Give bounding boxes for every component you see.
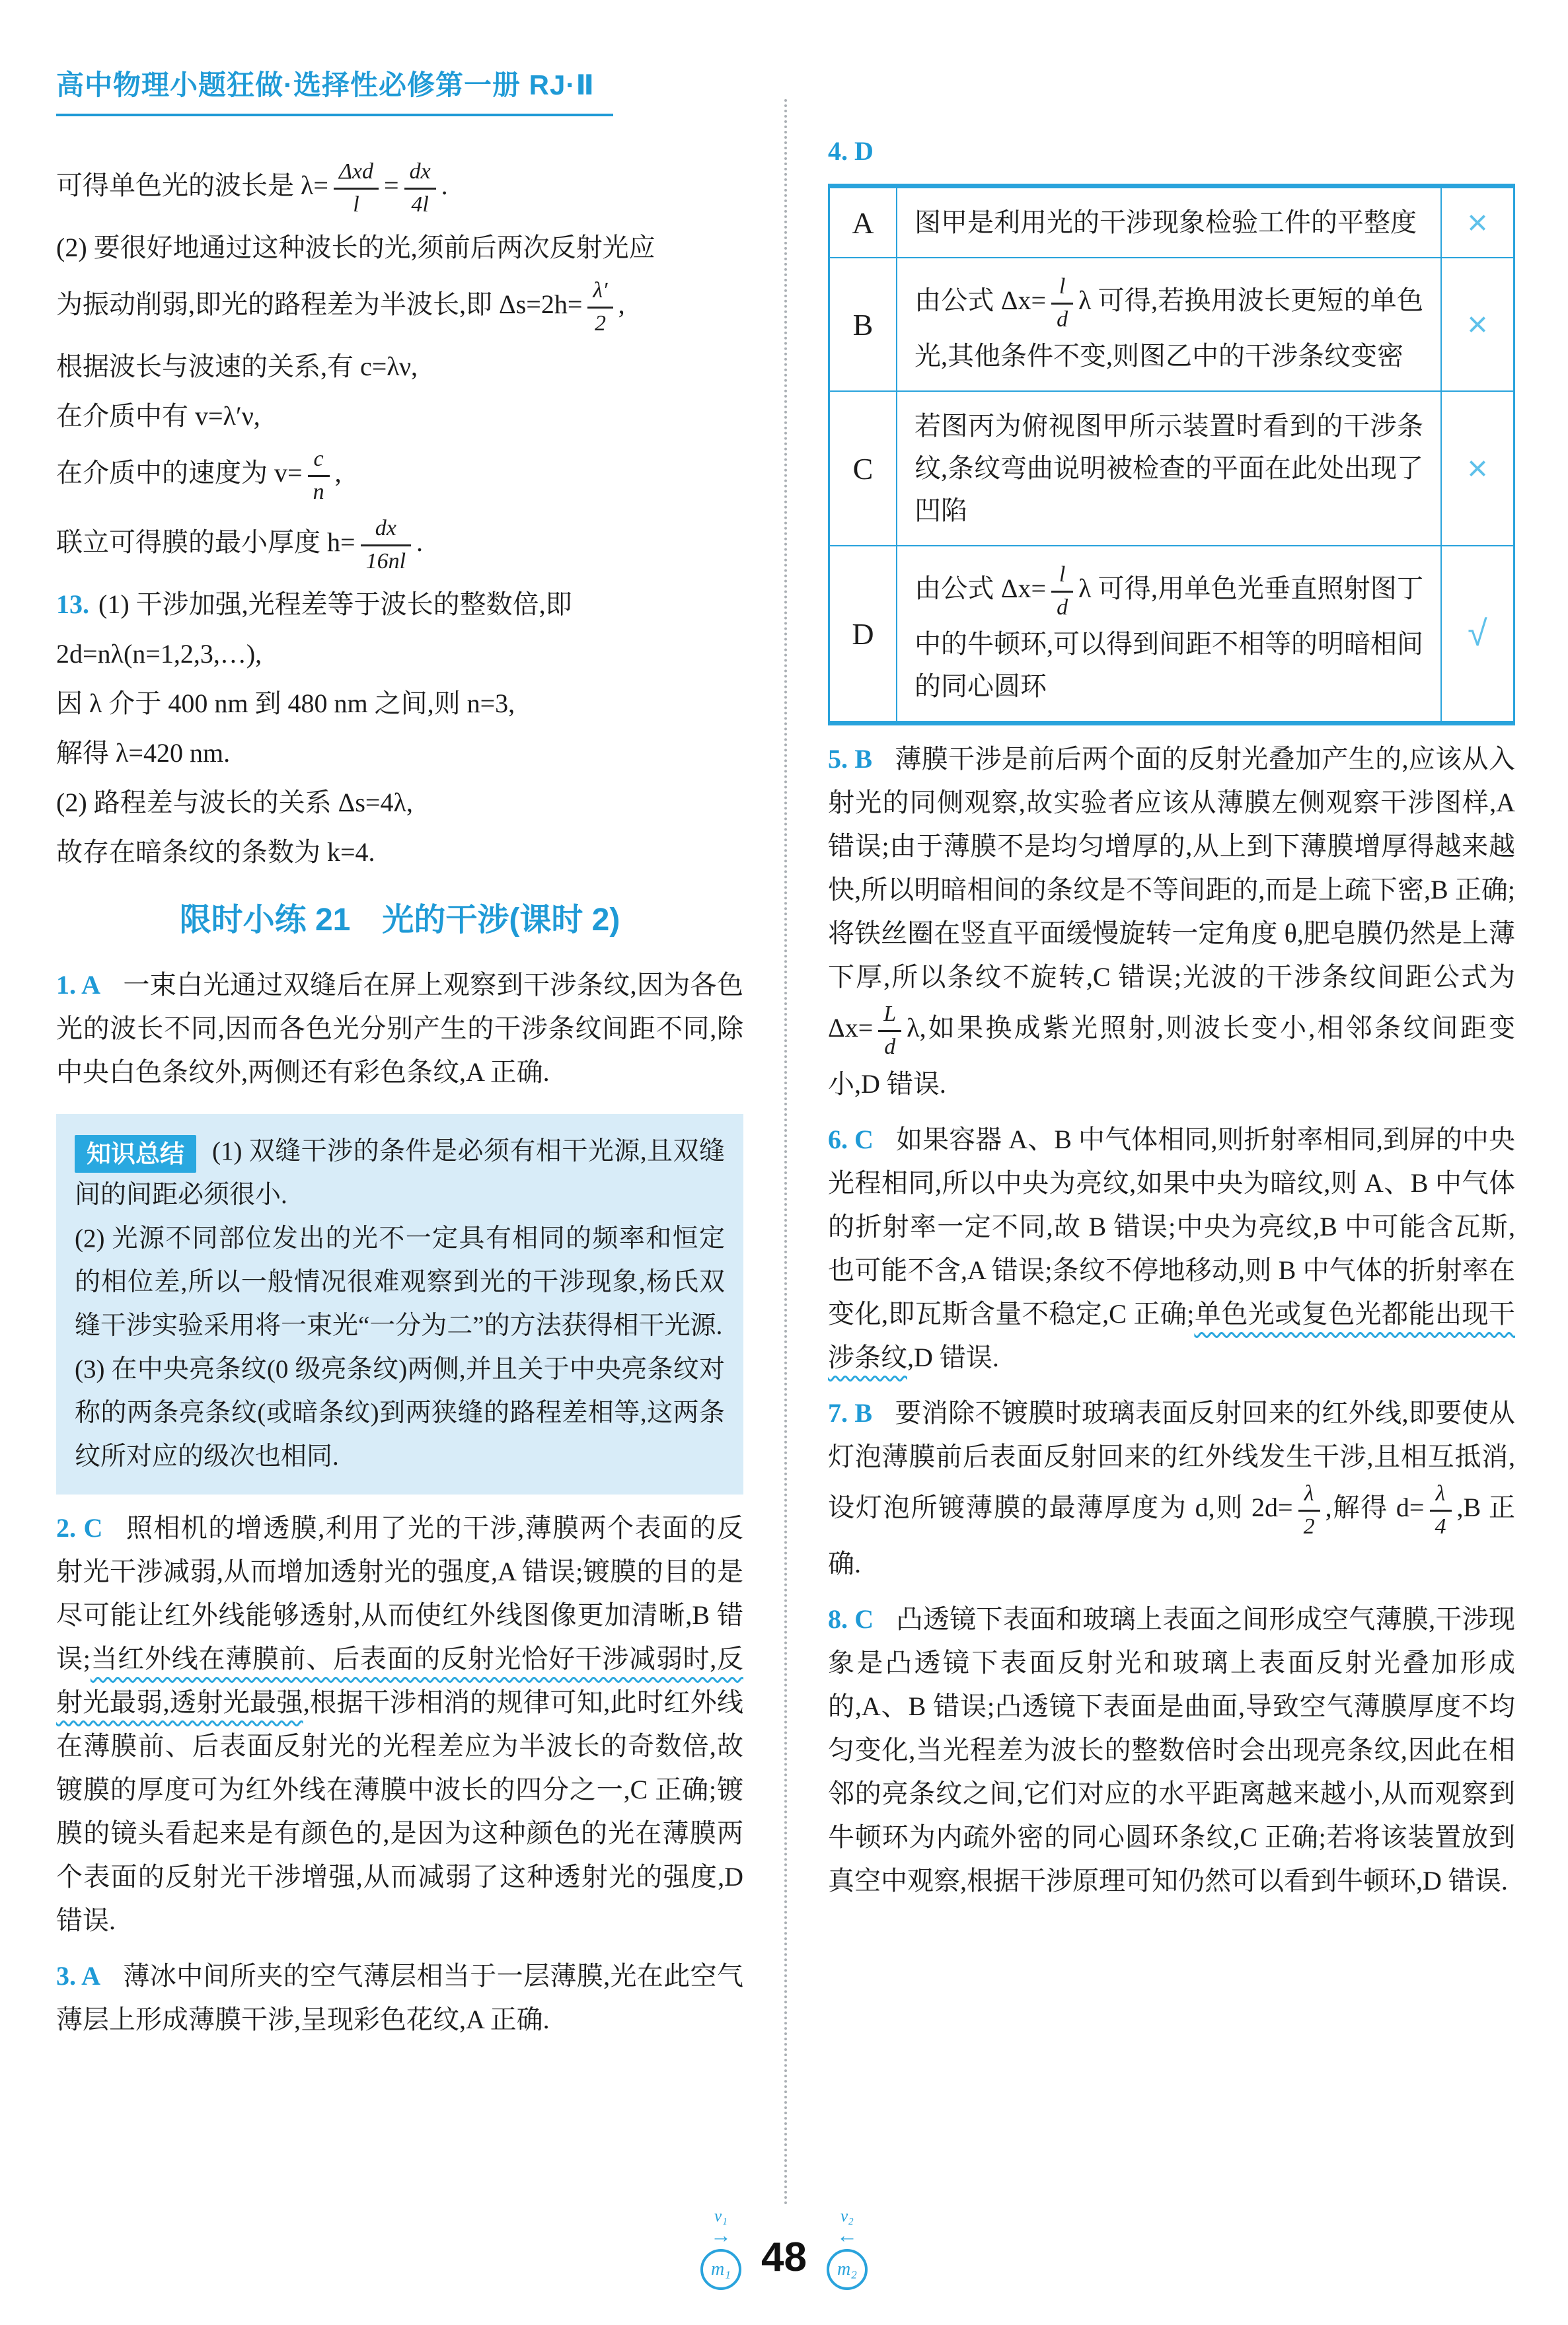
answer-7 — [828, 1391, 1515, 1586]
fraction-numerator: dx — [409, 159, 431, 184]
answer-13-line: 2d=nλ(n=1,2,3,…), — [56, 639, 262, 669]
summary-paragraph — [75, 1130, 725, 1217]
formula-text: 可得单色光的波长是 λ= — [56, 170, 328, 201]
option-text — [897, 392, 1440, 545]
option-text — [897, 188, 1440, 257]
option-text-span: 图甲是利用光的干涉现象检验工件的平整度 — [915, 207, 1417, 237]
option-text — [897, 546, 1440, 721]
table-row-C — [830, 390, 1513, 545]
answer-number: 3. A — [56, 1961, 101, 1991]
fraction-denominator: d — [1051, 591, 1073, 619]
answer-text: (1) 干涉加强,光程差等于波长的整数倍,即 — [98, 589, 572, 619]
formula-text: = — [384, 170, 399, 201]
formula-text: . — [416, 527, 424, 558]
left-column — [56, 151, 743, 2048]
fraction — [587, 279, 613, 335]
formula-text: , — [618, 289, 625, 320]
summary-paragraph: (3) 在中央亮条纹(0 级亮条纹)两侧,并且关于中央亮条纹对称的两条亮条纹(或暗条纹)到两狭缝的路程差相等,这两条纹所对应的级次也相同. — [75, 1355, 725, 1471]
solution-formula-line — [56, 276, 743, 339]
answer-number: 7. B — [828, 1398, 873, 1428]
arrow-left-icon: ← — [836, 2223, 858, 2247]
answer-8 — [828, 1598, 1515, 1903]
answer-number: 5. B — [828, 744, 873, 774]
option-text-span: λ 可得,用单色光垂直照射图丁中的牛顿环,可以得到间距不相等的明暗相间的同心圆环 — [915, 573, 1423, 701]
book-header-title: 高中物理小题狂做·选择性必修第一册 RJ·Ⅱ — [56, 63, 613, 116]
answer-text: ,解得 d= — [1325, 1493, 1425, 1523]
fraction-denominator: 2 — [1298, 1510, 1320, 1538]
cross-mark-icon: × — [1440, 258, 1513, 390]
option-text-span: 由公式 Δx= — [915, 285, 1047, 316]
answer-13-line — [56, 583, 743, 626]
option-letter: D — [830, 546, 897, 721]
mass-circle-icon: m₂ — [827, 2249, 868, 2290]
fraction — [361, 517, 411, 573]
answer-number: 1. A — [56, 970, 101, 1000]
answer-number: 6. C — [828, 1125, 874, 1154]
fraction-denominator: d — [878, 1030, 901, 1058]
fraction — [404, 161, 436, 216]
fraction-denominator: 2 — [587, 307, 613, 335]
table-row-A — [830, 188, 1513, 257]
answer-13-line: 因 λ 介于 400 nm 到 480 nm 之间,则 n=3, — [56, 688, 515, 718]
solution-line: 根据波长与波速的关系,有 c=λν, — [56, 351, 418, 381]
knowledge-summary-label: 知识总结 — [75, 1135, 196, 1173]
solution-line: 在介质中有 v=λ′ν, — [56, 401, 260, 431]
answer-text: 一束白光通过双缝后在屏上观察到干涉条纹,因为各色光的波长不同,因而各色光分别产生的干涉条纹间距不同,除中央白色条纹外,两侧还有彩色条纹,A 正确. — [56, 970, 744, 1087]
fraction-denominator: n — [308, 475, 330, 503]
fraction-numerator: λ — [1304, 1481, 1314, 1506]
solution-formula-line — [56, 444, 743, 507]
question-4-option-table — [828, 184, 1515, 725]
check-mark-icon: √ — [1440, 546, 1513, 721]
answer-13-line: 故存在暗条纹的条数为 k=4. — [56, 837, 375, 867]
answer-3 — [56, 1954, 743, 2042]
fraction-numerator: c — [313, 447, 324, 471]
solution-line: (2) 要很好地通过这种波长的光,须前后两次反射光应 — [56, 233, 655, 262]
answer-text: 薄膜干涉是前后两个面的反射光叠加产生的,应该从入射光的同侧观察,故实验者应该从薄膜左侧观察干涉图样,A 错误;由于薄膜不是均匀增厚的,从上到下薄膜增厚得越来越快,所以明暗相间的条纹是不等间距的,而是上疏下密,B 正确;将铁丝圈在竖直平面缓慢旋转一定角度 θ,肥皂膜仍然是上薄下厚,所以条纹不旋转,C 错误;光波的干涉条纹间距公式为 Δx= — [828, 744, 1516, 1043]
formula-text: 为振动削弱,即光的路程差为半波长,即 Δs=2h= — [56, 289, 583, 320]
option-letter: A — [830, 188, 897, 257]
answer-2 — [56, 1506, 743, 1942]
page-footer — [0, 2208, 1568, 2290]
fraction-numerator: L — [883, 1002, 897, 1026]
formula-text: 联立可得膜的最小厚度 h= — [56, 527, 355, 558]
page-number: 48 — [761, 2234, 807, 2280]
answer-text: 要消除不镀膜时玻璃表面反射回来的红外线,即要使从灯泡薄膜前后表面反射回来的红外线发生干涉,且相互抵消,设灯泡所镀薄膜的最薄厚度为 d,则 2d= — [828, 1398, 1516, 1523]
fraction-numerator: l — [1059, 562, 1066, 587]
mass-velocity-right-icon — [827, 2208, 868, 2290]
summary-text: (1) 双缝干涉的条件是必须有相干光源,且双缝间的间距必须很小. — [75, 1137, 725, 1209]
cross-mark-icon: × — [1440, 188, 1513, 257]
fraction-denominator: l — [334, 188, 379, 216]
answer-text: λ,如果换成紫光照射,则波长变小,相邻条纹间距变小,D 错误. — [828, 1013, 1515, 1099]
formula-text: , — [334, 458, 342, 488]
summary-paragraph: (2) 光源不同部位发出的光不一定具有相同的频率和恒定的相位差,所以一般情况很难观察到光的干涉现象,杨氏双缝干涉实验采用将一束光“一分为二”的方法获得相干光源. — [75, 1224, 725, 1340]
fraction — [878, 1003, 901, 1058]
emphasized-text: 单色光或复色光都能出现干涉条纹 — [828, 1299, 1516, 1372]
velocity-label: v₂ — [840, 2207, 854, 2225]
answer-5 — [828, 737, 1515, 1106]
answer-number: 8. C — [828, 1604, 874, 1634]
option-text-span: 若图丙为俯视图甲所示装置时看到的干涉条纹,条纹弯曲说明被检查的平面在此处出现了凹陷 — [915, 411, 1423, 525]
answer-4 — [828, 129, 1515, 173]
fraction — [1430, 1483, 1452, 1538]
fraction-numerator: λ — [1435, 1481, 1446, 1506]
answer-number: 4. D — [828, 136, 874, 166]
answer-number: 2. C — [56, 1513, 103, 1543]
fraction — [1051, 564, 1073, 619]
velocity-label: v₁ — [714, 2207, 728, 2225]
answer-1 — [56, 963, 743, 1094]
formula-text: 在介质中的速度为 v= — [56, 458, 303, 488]
answer-text: 照相机的增透膜,利用了光的干涉,薄膜两个表面的反射光干涉减弱,从而增加透射光的强度,A 错误;镀膜的目的是尽可能让红外线能够透射,从而使红外线图像更加清晰,B 错误; — [56, 1513, 743, 1674]
right-column — [828, 129, 1515, 1903]
mass-circle-icon: m₁ — [700, 2249, 741, 2290]
answer-text: ,D 错误. — [907, 1343, 999, 1372]
fraction-denominator: 4 — [1430, 1510, 1452, 1538]
answer-text: ,根据干涉相消的规律可知,此时红外线在薄膜前、后表面反射光的光程差应为半波长的奇数倍,故镀膜的厚度可为红外线在薄膜中波长的四分之一,C 正确;镀膜的镜头看起来是有颜色的,是因为这种颜色的光在薄膜两个表面的反射光干涉增强,从而减弱了这种透射光的强度,D 错误. — [56, 1687, 744, 1935]
arrow-right-icon: → — [710, 2223, 732, 2247]
table-row-B — [830, 257, 1513, 390]
option-text-span: 由公式 Δx= — [915, 573, 1047, 604]
emphasized-text: 当红外线在薄膜前、后表面的反射光恰好干涉减弱时,反射光最弱,透射光最强 — [56, 1644, 743, 1717]
answer-13-line: 解得 λ=420 nm. — [56, 738, 231, 768]
table-row-D — [830, 545, 1513, 721]
fraction-denominator: 16nl — [361, 544, 411, 573]
cross-mark-icon: × — [1440, 392, 1513, 545]
fraction-numerator: dx — [375, 516, 396, 540]
fraction — [308, 448, 330, 503]
fraction-denominator: d — [1051, 303, 1073, 331]
solution-formula-line — [56, 157, 743, 220]
answer-13-line: (2) 路程差与波长的关系 Δs=4λ, — [56, 788, 413, 817]
option-text-span: λ 可得,若换用波长更短的单色光,其他条件不变,则图乙中的干涉条纹变密 — [915, 285, 1423, 371]
fraction — [1298, 1483, 1320, 1538]
fraction — [334, 161, 379, 216]
fraction-denominator: 4l — [404, 188, 436, 216]
formula-text: . — [441, 170, 448, 201]
column-divider — [784, 99, 787, 2207]
answer-text: ,B 正确. — [828, 1493, 1516, 1578]
solution-formula-line — [56, 513, 743, 577]
fraction-numerator: Δxd — [338, 159, 373, 184]
answer-number: 13. — [56, 589, 89, 619]
answer-6 — [828, 1118, 1515, 1380]
mass-velocity-left-icon — [700, 2208, 741, 2290]
fraction — [1051, 276, 1073, 331]
option-letter: C — [830, 392, 897, 545]
option-letter: B — [830, 258, 897, 390]
section-title: 限时小练 21 光的干涉(课时 2) — [179, 903, 620, 938]
answer-text: 薄冰中间所夹的空气薄层相当于一层薄膜,光在此空气薄层上形成薄膜干涉,呈现彩色花纹,A 正确. — [56, 1961, 744, 2034]
option-text — [897, 258, 1440, 390]
answer-text: 如果容器 A、B 中气体相同,则折射率相同,到屏的中央光程相同,所以中央为亮纹,如果中央为暗纹,则 A、B 中气体的折射率一定不同,故 B 错误;中央为亮纹,B 中可能含瓦斯,也可能不含,A 错误;条纹不停地移动,则 B 中气体的折射率在变化,即瓦斯含量不稳定,C 正确; — [828, 1125, 1515, 1329]
fraction-numerator: λ′ — [593, 278, 608, 303]
fraction-numerator: l — [1059, 274, 1066, 299]
answer-text: 凸透镜下表面和玻璃上表面之间形成空气薄膜,干涉现象是凸透镜下表面反射光和玻璃上表面反射光叠加形成的,A、B 错误;凸透镜下表面是曲面,导致空气薄膜厚度不均匀变化,当光程差为波长的整数倍时会出现亮条纹,因此在相邻的亮条纹之间,它们对应的水平距离越来越小,从而观察到牛顿环为内疏外密的同心圆环条纹,C 正确;若将该装置放到真空中观察,根据干涉原理可知仍然可以看到牛顿环,D 错误. — [828, 1604, 1515, 1896]
knowledge-summary-box — [56, 1114, 743, 1495]
